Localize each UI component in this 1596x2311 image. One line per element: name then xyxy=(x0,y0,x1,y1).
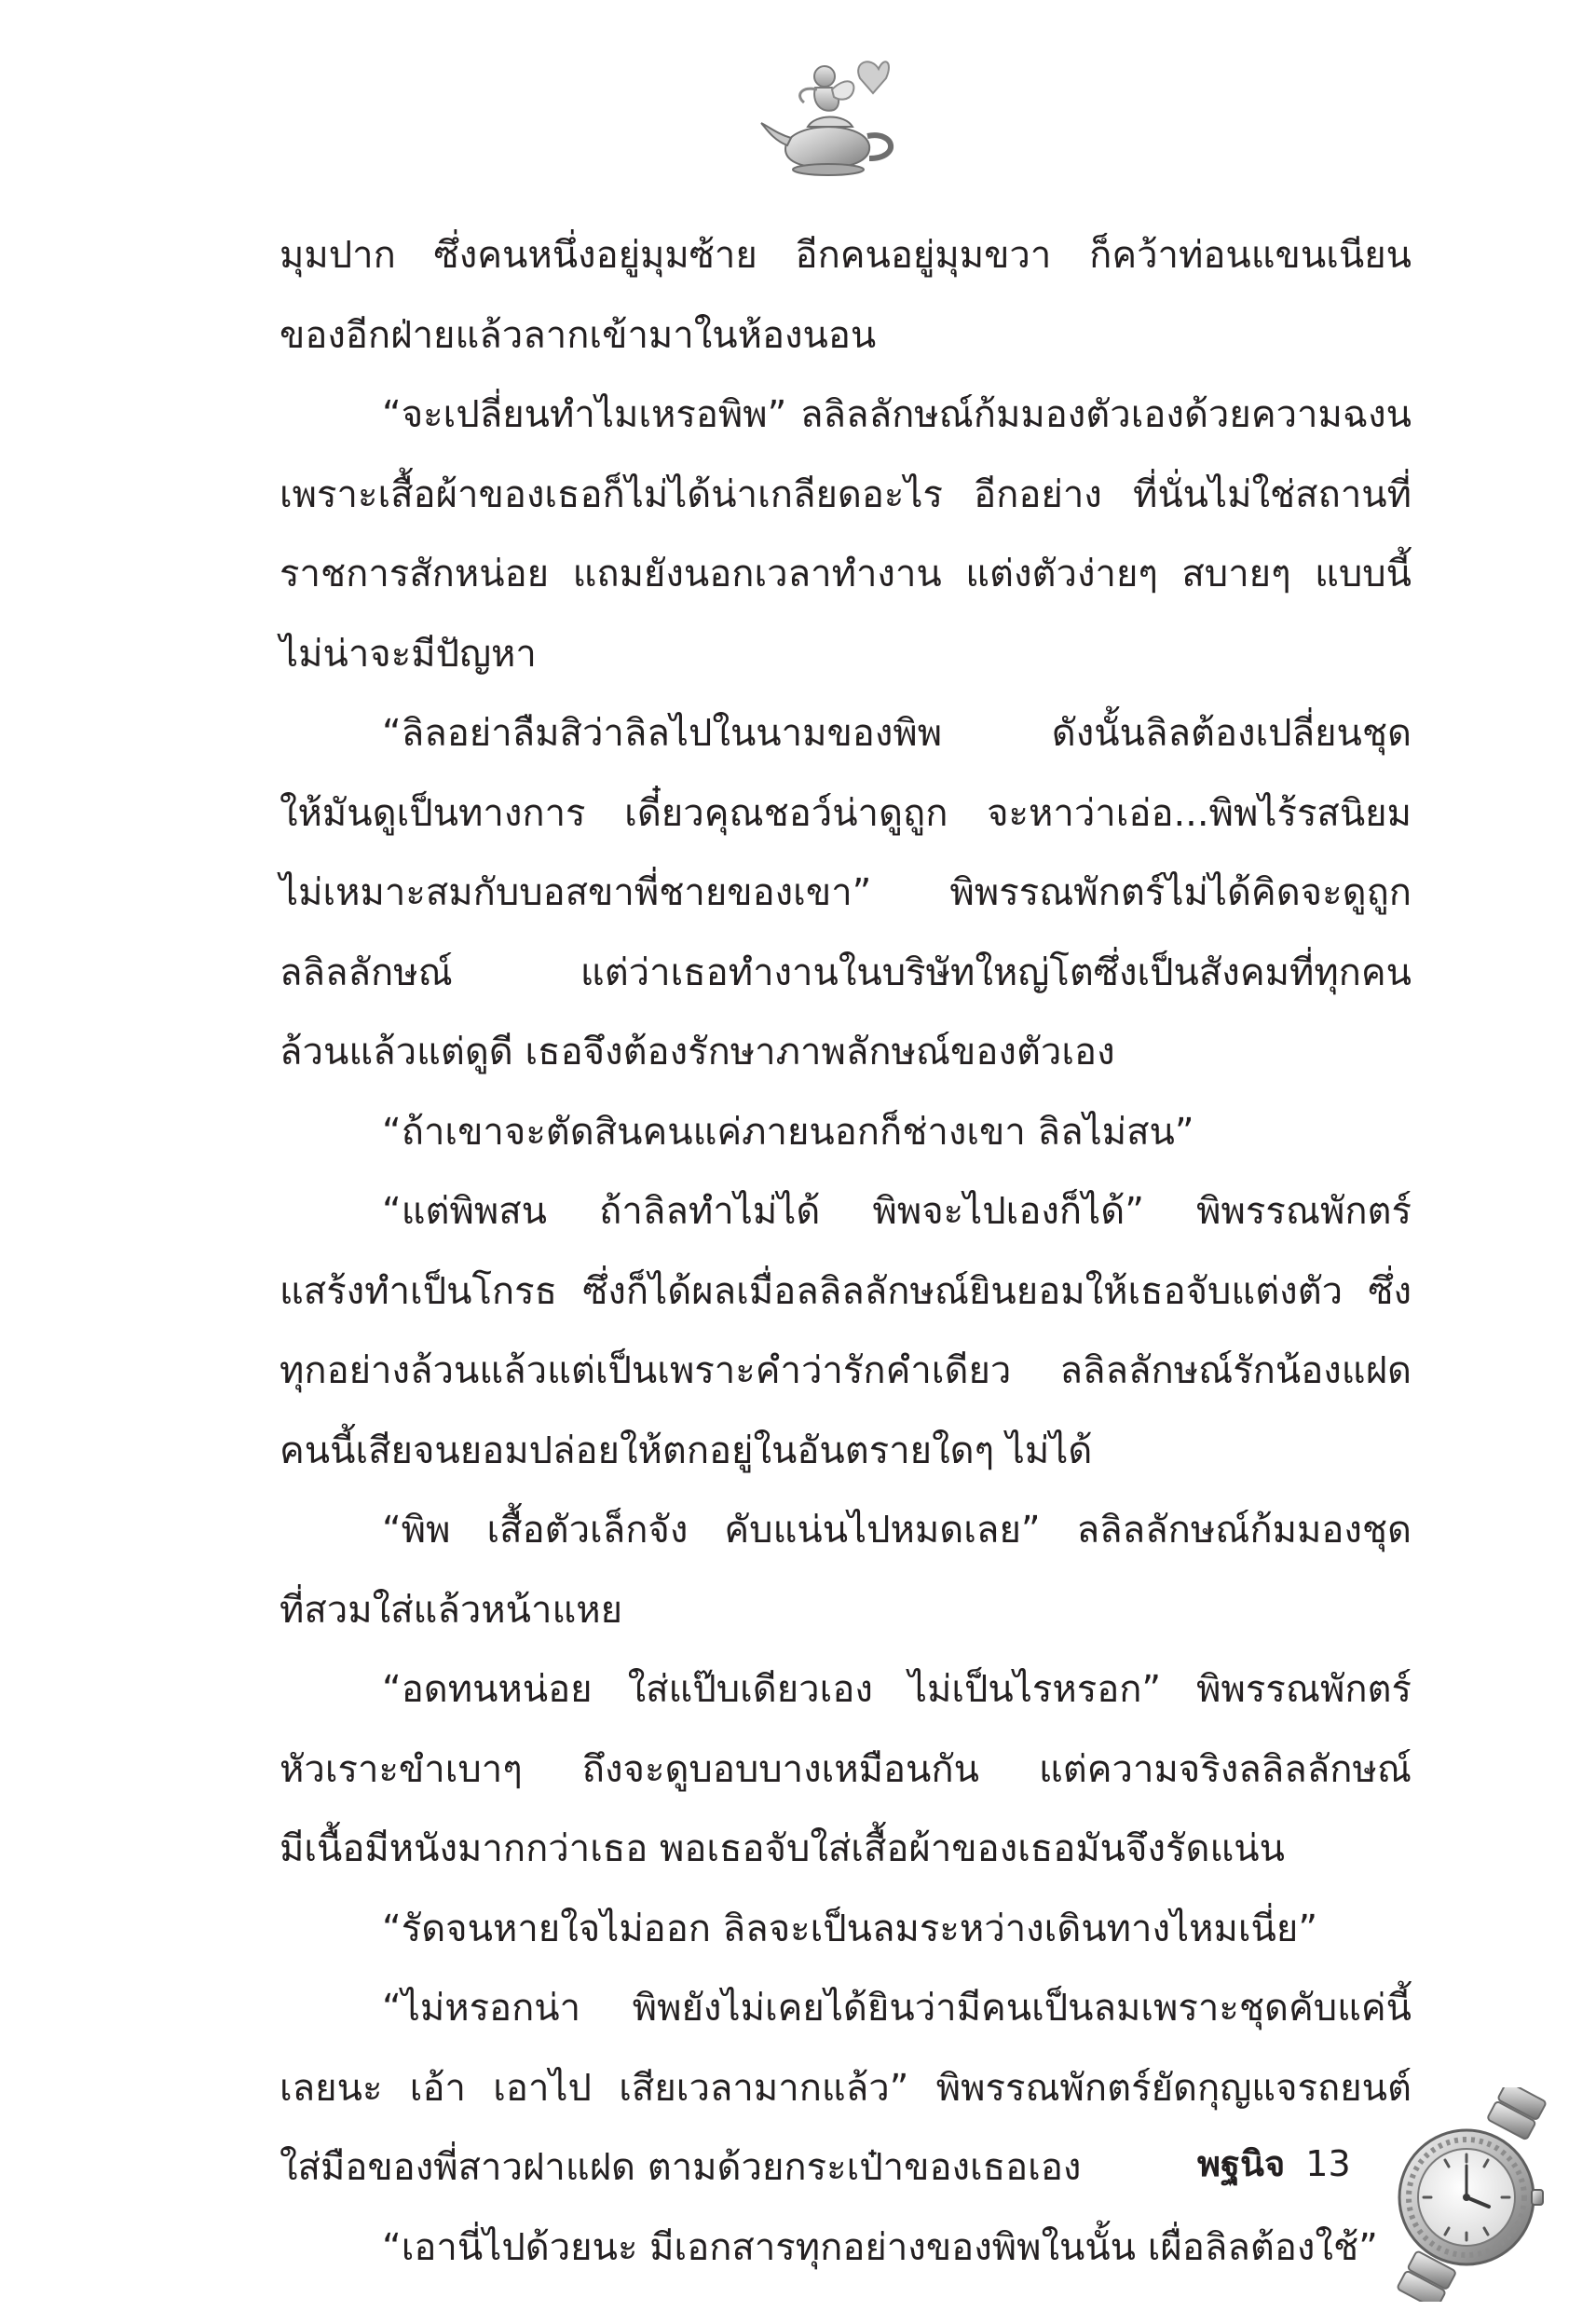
text-line: “ไม่หรอกน่า พิพยังไม่เคยได้ยินว่ามีคนเป็นลมเพราะชุดคับแค่นี้ xyxy=(382,1987,1412,2030)
text-line: “เอานี่ไปด้วยนะ มีเอกสารทุกอย่างของพิพในนั้น เผื่อลิลต้องใช้” xyxy=(382,2225,1378,2269)
text-line: ใส่มือของพี่สาวฝาแฝด ตามด้วยกระเป๋าของเธอเอง xyxy=(280,2146,1082,2189)
text-line: ให้มันดูเป็นทางการ เดี๋ยวคุณชอว์น่าดูถูก จะหาว่าเอ่อ...พิพไร้รสนิยม xyxy=(280,791,1412,835)
text-line: ลลิลลักษณ์ แต่ว่าเธอทำงานในบริษัทใหญ่โตซึ่งเป็นสังคมที่ทุกคน xyxy=(280,950,1412,994)
cupid-teapot-ornament-icon xyxy=(759,48,918,179)
text-line: ล้วนแล้วแต่ดูดี เธอจึงต้องรักษาภาพลักษณ์ของตัวเอง xyxy=(280,1031,1115,1073)
text-line: “รัดจนหายใจไม่ออก ลิลจะเป็นลมระหว่างเดินทางไหมเนี่ย” xyxy=(382,1907,1318,1950)
text-line: “อดทนหน่อย ใส่แป๊บเดียวเอง ไม่เป็นไรหรอก” พิพรรณพักตร์ xyxy=(382,1668,1412,1711)
page-number: 13 xyxy=(1305,2143,1351,2184)
text-line: ที่สวมใส่แล้วหน้าแหย xyxy=(280,1588,623,1632)
text-line: ราชการสักหน่อย แถมยังนอกเวลาทำงาน แต่งตัวง่ายๆ สบายๆ แบบนี้ xyxy=(280,553,1412,595)
text-line: หัวเราะขำเบาๆ ถึงจะดูบอบบางเหมือนกัน แต่ความจริงลลิลลักษณ์ xyxy=(280,1747,1412,1791)
author-name: พฐนิจ xyxy=(1197,2143,1286,2184)
text-line: ไม่น่าจะมีปัญหา xyxy=(280,632,537,676)
body-text xyxy=(280,216,1412,2288)
text-line: มุมปาก ซึ่งคนหนึ่งอยู่มุมซ้าย อีกคนอยู่มุมขวา ก็คว้าท่อนแขนเนียน xyxy=(280,234,1412,277)
text-line: มีเนื้อมีหนังมากกว่าเธอ พอเธอจับใส่เสื้อผ้าของเธอมันจึงรัดแน่น xyxy=(280,1827,1285,1870)
text-line: เพราะเสื้อผ้าของเธอก็ไม่ได้น่าเกลียดอะไร อีกอย่าง ที่นั่นไม่ใช่สถานที่ xyxy=(280,472,1412,516)
text-line: ของอีกฝ่ายแล้วลากเข้ามาในห้องนอน xyxy=(280,313,877,357)
text-line: เลยนะ เอ้า เอาไป เสียเวลามากแล้ว” พิพรรณพักตร์ยัดกุญแจรถยนต์ xyxy=(280,2066,1412,2110)
text-line: “แต่พิพสน ถ้าลิลทำไม่ได้ พิพจะไปเองก็ได้” พิพรรณพักตร์ xyxy=(382,1190,1412,1233)
text-line: แสร้งทำเป็นโกรธ ซึ่งก็ได้ผลเมื่อลลิลลักษณ์ยินยอมให้เธอจับแต่งตัว ซึ่ง xyxy=(280,1269,1412,1313)
wristwatch-ornament-icon xyxy=(1388,2087,1556,2302)
page-footer xyxy=(1197,2136,1351,2192)
text-line: ทุกอย่างล้วนแล้วแต่เป็นเพราะคำว่ารักคำเดียว ลลิลลักษณ์รักน้องแฝด xyxy=(280,1349,1412,1392)
text-line: “จะเปลี่ยนทำไมเหรอพิพ” ลลิลลักษณ์ก้มมองตัวเองด้วยความฉงน xyxy=(382,393,1412,436)
text-line: “พิพ เสื้อตัวเล็กจัง คับแน่นไปหมดเลย” ลลิลลักษณ์ก้มมองชุด xyxy=(382,1509,1412,1552)
text-line: ไม่เหมาะสมกับบอสขาพี่ชายของเขา” พิพรรณพักตร์ไม่ได้คิดจะดูถูก xyxy=(280,871,1412,914)
text-line: คนนี้เสียจนยอมปล่อยให้ตกอยู่ในอันตรายใดๆ ไม่ได้ xyxy=(280,1429,1093,1472)
text-line: “ลิลอย่าลืมสิว่าลิลไปในนามของพิพ ดังนั้นลิลต้องเปลี่ยนชุด xyxy=(382,712,1412,755)
text-line: “ถ้าเขาจะตัดสินคนแค่ภายนอกก็ช่างเขา ลิลไม่สน” xyxy=(382,1110,1194,1154)
